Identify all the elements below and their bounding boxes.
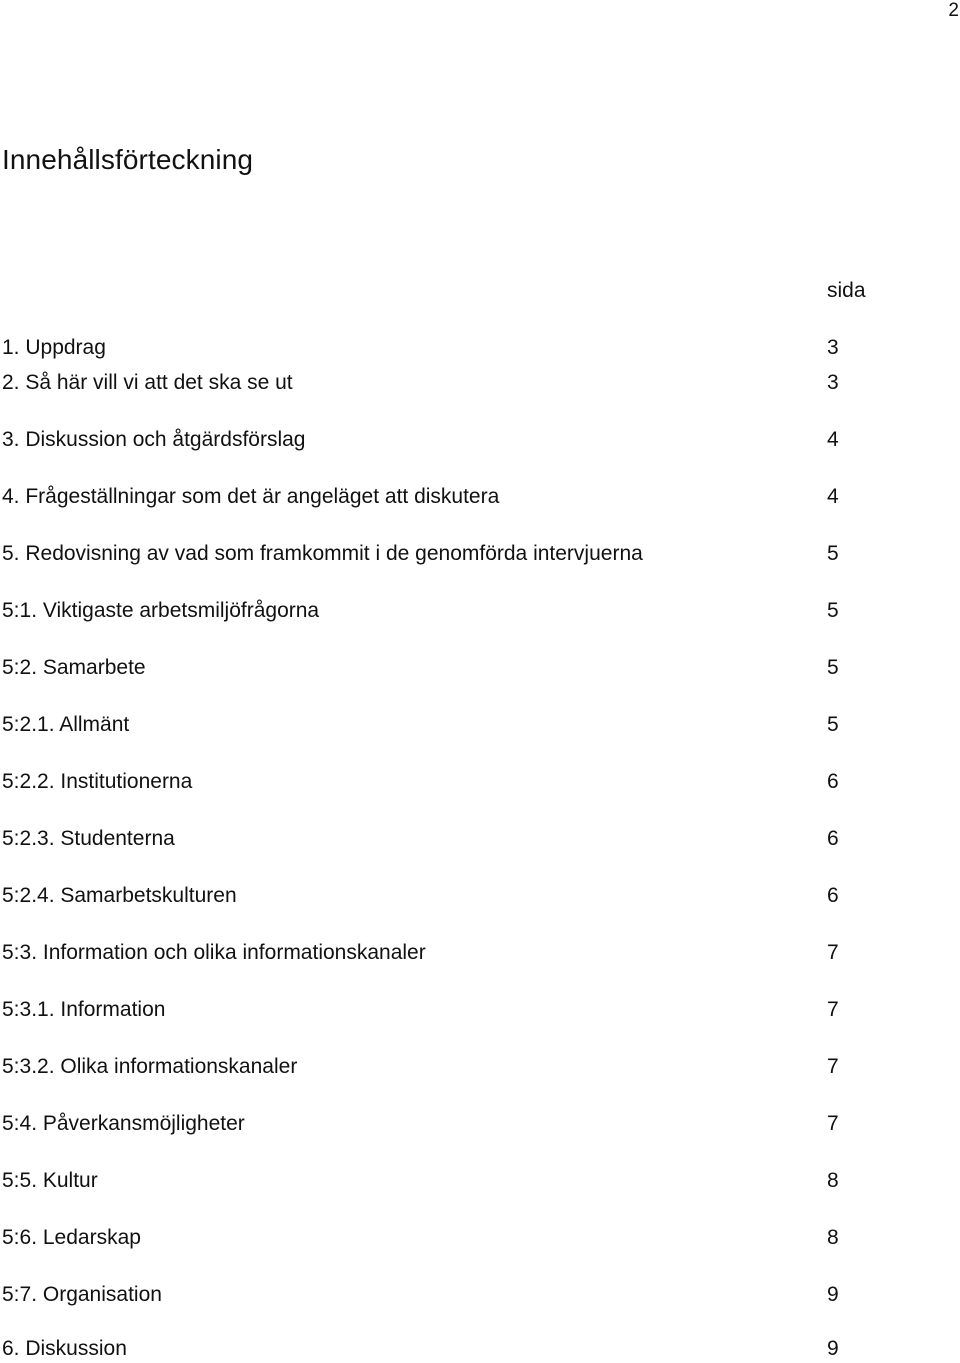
toc-entry-label: 5:6. Ledarskap: [2, 1226, 141, 1249]
toc-entry-page: 5: [827, 656, 839, 679]
toc-entry[interactable]: [0, 1053, 960, 1081]
page-number: 2: [948, 0, 959, 21]
toc-entry[interactable]: [0, 1167, 960, 1195]
toc-entry[interactable]: [0, 1110, 960, 1138]
toc-entry-page: 5: [827, 542, 839, 565]
toc-entry-page: 3: [827, 371, 839, 394]
toc-entry-label: 5:3.1. Information: [2, 998, 166, 1021]
toc-entry-label: 5:4. Påverkansmöjligheter: [2, 1112, 245, 1135]
toc-title: Innehållsförteckning: [2, 144, 254, 175]
toc-entry-page: 6: [827, 770, 839, 793]
toc-entry[interactable]: [0, 483, 960, 511]
toc-entry[interactable]: [0, 597, 960, 625]
toc-entry-label: 5:2.1. Allmänt: [2, 713, 130, 736]
toc-entry-label: 5:2.3. Studenterna: [2, 827, 175, 850]
toc-entry-label: 4. Frågeställningar som det är angeläget att diskutera: [2, 485, 500, 508]
toc-entry[interactable]: [0, 1281, 960, 1309]
toc-entry[interactable]: [0, 825, 960, 853]
toc-entry[interactable]: [0, 540, 960, 568]
toc-entry-label: 5:2.4. Samarbetskulturen: [2, 884, 237, 907]
toc-entry-page: 7: [827, 941, 839, 964]
toc-entry[interactable]: [0, 369, 960, 397]
toc-entry-page: 7: [827, 1112, 839, 1135]
toc-entry-label: 3. Diskussion och åtgärdsförslag: [2, 428, 306, 451]
toc-entry-label: 5:3.2. Olika informationskanaler: [2, 1055, 298, 1078]
toc-entry-page: 6: [827, 827, 839, 850]
toc-entry-label: 5. Redovisning av vad som framkommit i de genomförda intervjuerna: [2, 542, 643, 565]
toc-entry[interactable]: [0, 334, 960, 362]
toc-entry-page: 8: [827, 1226, 839, 1249]
toc-entry[interactable]: [0, 939, 960, 967]
page-column-header: sida: [827, 279, 866, 302]
toc-entry-page: 9: [827, 1283, 839, 1306]
toc-entry-label: 6. Diskussion: [2, 1337, 127, 1360]
toc-entry-label: 5:7. Organisation: [2, 1283, 162, 1306]
toc-entry-page: 7: [827, 1055, 839, 1078]
toc-entry-label: 5:1. Viktigaste arbetsmiljöfrågorna: [2, 599, 320, 622]
toc-entry-page: 5: [827, 713, 839, 736]
toc-entry[interactable]: [0, 711, 960, 739]
toc-entry[interactable]: [0, 1335, 960, 1363]
toc-entry-label: 5:3. Information och olika informationskanaler: [2, 941, 426, 964]
toc-entry-label: 5:2. Samarbete: [2, 656, 146, 679]
toc-entry-page: 4: [827, 428, 839, 451]
toc-entry-page: 8: [827, 1169, 839, 1192]
toc-entry-label: 1. Uppdrag: [2, 336, 106, 359]
toc-entry-page: 4: [827, 485, 839, 508]
toc-entry-label: 5:5. Kultur: [2, 1169, 98, 1192]
toc-entry[interactable]: [0, 768, 960, 796]
toc-entry-page: 7: [827, 998, 839, 1021]
toc-entry[interactable]: [0, 996, 960, 1024]
toc-entry-page: 9: [827, 1337, 839, 1360]
toc-entry[interactable]: [0, 426, 960, 454]
toc-entry-page: 5: [827, 599, 839, 622]
toc-entry-page: 6: [827, 884, 839, 907]
toc-entry[interactable]: [0, 654, 960, 682]
toc-entry-label: 5:2.2. Institutionerna: [2, 770, 193, 793]
toc-entry-page: 3: [827, 336, 839, 359]
toc-entry[interactable]: [0, 882, 960, 910]
toc-entry-label: 2. Så här vill vi att det ska se ut: [2, 371, 293, 394]
toc-entry[interactable]: [0, 1224, 960, 1252]
